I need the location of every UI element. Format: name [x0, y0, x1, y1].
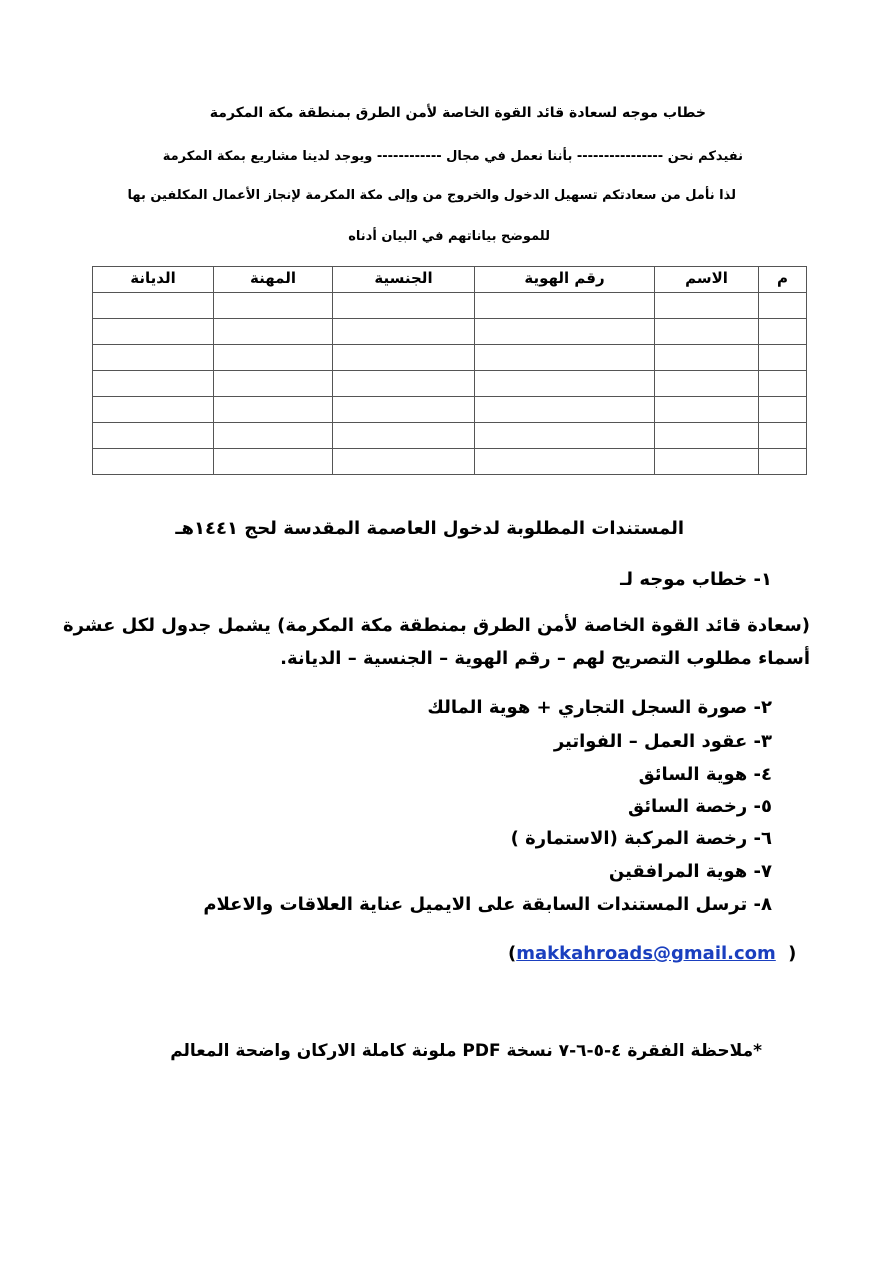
table-cell[interactable]	[333, 319, 475, 345]
requirement-item-7: ٧- هوية المرافقين	[608, 861, 772, 882]
table-row	[93, 345, 807, 371]
requirements-heading: المستندات المطلوبة لدخول العاصمة المقدسة لحج ١٤٤١هـ	[175, 518, 684, 539]
table-cell[interactable]	[759, 397, 807, 423]
table-cell[interactable]	[93, 397, 214, 423]
table-cell[interactable]	[93, 371, 214, 397]
table-cell[interactable]	[475, 397, 655, 423]
requirement-item-1: ١- خطاب موجه لـ	[620, 569, 772, 590]
table-cell[interactable]	[655, 397, 759, 423]
requirement-item-6: ٦- رخصة المركبة (الاستمارة )	[510, 828, 772, 849]
table-row	[93, 423, 807, 449]
table-cell[interactable]	[93, 449, 214, 475]
header-number: م	[759, 267, 807, 293]
header-id-number: رقم الهوية	[475, 267, 655, 293]
table-cell[interactable]	[475, 449, 655, 475]
table-header-row	[93, 267, 807, 293]
table-row	[93, 449, 807, 475]
table-cell[interactable]	[655, 345, 759, 371]
header-profession: المهنة	[214, 267, 333, 293]
table-cell[interactable]	[93, 293, 214, 319]
table-cell[interactable]	[333, 345, 475, 371]
letter-line-1: نفيدكم نحن ---------------- بأننا نعمل في مجال ------------ ويوجد لدينا مشاريع بمكة المكرمة	[162, 149, 743, 164]
table-cell[interactable]	[759, 293, 807, 319]
table-cell[interactable]	[655, 319, 759, 345]
email-open-paren: (	[508, 943, 517, 964]
table-cell[interactable]	[475, 345, 655, 371]
table-cell[interactable]	[333, 371, 475, 397]
letter-title: خطاب موجه لسعادة قائد القوة الخاصة لأمن الطرق بمنطقة مكة المكرمة	[209, 105, 706, 121]
table-cell[interactable]	[214, 397, 333, 423]
table-cell[interactable]	[214, 293, 333, 319]
table-cell[interactable]	[475, 293, 655, 319]
letter-line-2: لذا نأمل من سعادتكم تسهيل الدخول والخروج من وإلى مكة المكرمة لإنجاز الأعمال المكلفين بها	[127, 188, 736, 203]
table-cell[interactable]	[475, 371, 655, 397]
email-close-paren: )	[788, 943, 797, 964]
table-cell[interactable]	[214, 371, 333, 397]
table-cell[interactable]	[333, 397, 475, 423]
note-text: *ملاحظة الفقرة ٤-٥-٦-٧ نسخة PDF ملونة كاملة الاركان واضحة المعالم	[170, 1041, 762, 1061]
requirement-item-5: ٥- رخصة السائق	[628, 796, 772, 817]
table-cell[interactable]	[214, 345, 333, 371]
table-cell[interactable]	[759, 423, 807, 449]
requirement-paragraph-line-1: (سعادة قائد القوة الخاصة لأمن الطرق بمنطقة مكة المكرمة) يشمل جدول لكل عشرة	[62, 615, 810, 636]
table-cell[interactable]	[93, 345, 214, 371]
table-cell[interactable]	[759, 371, 807, 397]
requirement-item-8: ٨- ترسل المستندات السابقة على الايميل عناية العلاقات والاعلام	[203, 894, 772, 915]
header-name: الاسم	[655, 267, 759, 293]
email-line	[508, 943, 796, 964]
table-cell[interactable]	[214, 423, 333, 449]
employee-table	[92, 266, 807, 475]
table-cell[interactable]	[655, 423, 759, 449]
table-cell[interactable]	[214, 319, 333, 345]
email-link[interactable]: makkahroads@gmail.com	[516, 943, 776, 964]
table-cell[interactable]	[655, 371, 759, 397]
table-cell[interactable]	[759, 449, 807, 475]
table-cell[interactable]	[333, 449, 475, 475]
table-cell[interactable]	[214, 449, 333, 475]
table-cell[interactable]	[655, 293, 759, 319]
table-cell[interactable]	[93, 423, 214, 449]
table-cell[interactable]	[759, 345, 807, 371]
table-cell[interactable]	[93, 319, 214, 345]
requirement-item-3: ٣- عقود العمل – الفواتير	[553, 731, 772, 752]
requirement-item-2: ٢- صورة السجل التجاري + هوية المالك	[427, 697, 772, 718]
table-cell[interactable]	[759, 319, 807, 345]
table-cell[interactable]	[475, 423, 655, 449]
table-row	[93, 319, 807, 345]
table-row	[93, 397, 807, 423]
header-nationality: الجنسية	[333, 267, 475, 293]
letter-line-3: للموضح بياناتهم في البيان أدناه	[348, 229, 550, 244]
table-cell[interactable]	[475, 319, 655, 345]
table-cell[interactable]	[655, 449, 759, 475]
header-religion: الديانة	[93, 267, 214, 293]
table-row	[93, 293, 807, 319]
table-row	[93, 371, 807, 397]
table-cell[interactable]	[333, 293, 475, 319]
requirement-item-4: ٤- هوية السائق	[638, 764, 772, 785]
table-cell[interactable]	[333, 423, 475, 449]
requirement-paragraph-line-2: أسماء مطلوب التصريح لهم – رقم الهوية – الجنسية – الديانة.	[280, 648, 810, 669]
